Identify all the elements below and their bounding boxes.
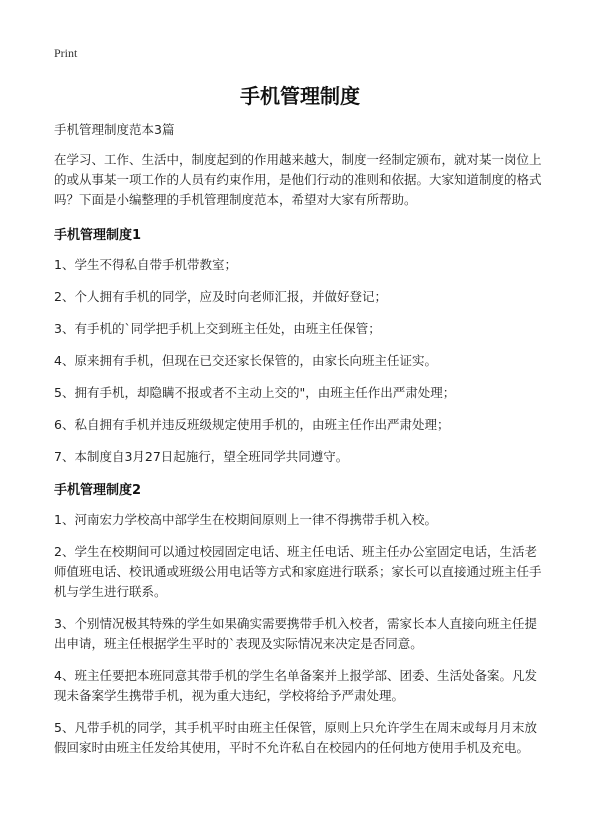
rule-item: 5、凡带手机的同学，其手机平时由班主任保管，原则上只允许学生在周末或每月月末放假回家时由班主任发给其使用，平时不允许私自在校园内的任何地方使用手机及充电。 <box>54 720 537 755</box>
section-heading: 手机管理制度1 <box>54 228 142 243</box>
rule-item: 4、原来拥有手机，但现在已交还家长保管的，由家长向班主任证实。 <box>54 353 437 368</box>
rule-item: 1、河南宏力学校高中部学生在校期间原则上一律不得携带手机入校。 <box>54 512 437 527</box>
section-1 <box>54 224 549 467</box>
rule-item: 3、有手机的`同学把手机上交到班主任处，由班主任保管； <box>54 321 381 336</box>
rule-item: 5、拥有手机，却隐瞒不报或者不主动上交的"，由班主任作出严肃处理； <box>54 385 456 400</box>
rule-item: 1、学生不得私自带手机带教室； <box>54 257 237 272</box>
rule-item: 3、个别情况极其特殊的学生如果确实需要携带手机入校者，需家长本人直接向班主任提出申请，班主任根据学生平时的`表现及实际情况来决定是否同意。 <box>54 616 537 651</box>
section-2 <box>54 479 549 758</box>
rule-item: 7、本制度自3月27日起施行，望全班同学共同遵守。 <box>54 449 349 464</box>
rule-item: 6、私自拥有手机并违反班级规定使用手机的，由班主任作出严肃处理； <box>54 417 450 432</box>
rule-item: 2、个人拥有手机的同学，应及时向老师汇报，并做好登记； <box>54 289 387 304</box>
document-subtitle: 手机管理制度范本3篇 <box>54 122 175 137</box>
rule-item: 4、班主任要把本班同意其带手机的学生名单备案并上报学部、团委、生活处备案。凡发现未备案学生携带手机，视为重大违纪，学校将给予严肃处理。 <box>54 668 537 703</box>
intro-paragraph: 在学习、工作、生活中，制度起到的作用越来越大，制度一经制定颁布，就对某一岗位上的或从事某一项工作的人员有约束作用，是他们行动的准则和依据。大家知道制度的格式吗？下面是小编整理的手机管理制度范本，希望对大家有所帮助。 <box>54 152 542 207</box>
print-link[interactable]: Print <box>54 46 78 60</box>
document-body <box>54 120 549 770</box>
rule-item: 2、学生在校期间可以通过校园固定电话、班主任电话、班主任办公室固定电话，生活老师值班电话、校讯通或班级公用电话等方式和家庭进行联系；家长可以直接通过班主任手机与学生进行联系。 <box>54 544 542 599</box>
section-heading: 手机管理制度2 <box>54 483 142 498</box>
page-title: 手机管理制度 <box>240 84 360 108</box>
